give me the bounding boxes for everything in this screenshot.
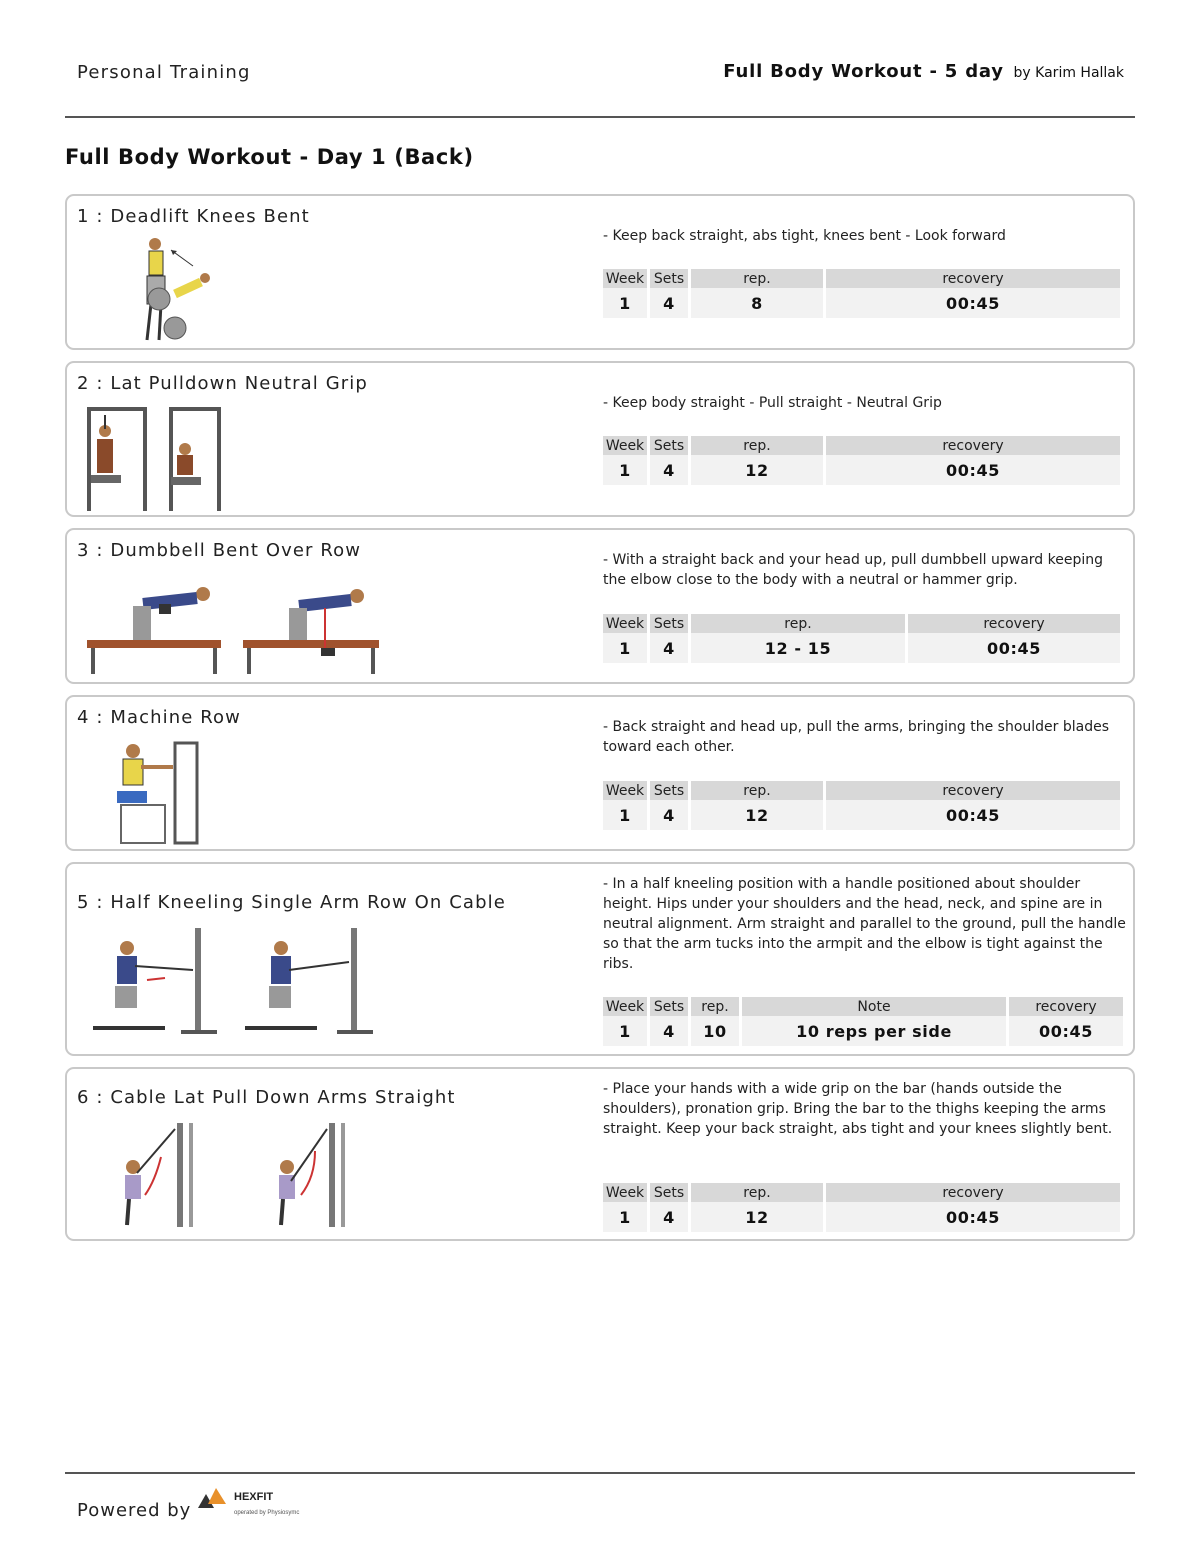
dumbbell-row-illustration [85, 578, 385, 678]
exercise-title: 6 : Cable Lat Pull Down Arms Straight [77, 1087, 456, 1108]
sets-value: 4 [650, 800, 688, 830]
col-recovery: recovery [826, 781, 1120, 800]
col-rep: rep. [691, 1183, 823, 1202]
week-value: 1 [603, 455, 647, 485]
program-title: Full Body Workout - 5 day [723, 61, 1004, 82]
col-sets: Sets [650, 269, 688, 288]
author-label: by Karim Hallak [1013, 65, 1124, 81]
col-week: Week [603, 436, 647, 455]
sets-value: 4 [650, 1202, 688, 1232]
exercise-description: - With a straight back and your head up, pull dumbbell upward keeping the elbow close to the body with a neutral or hammer grip. [603, 552, 1103, 588]
col-recovery: recovery [1009, 997, 1123, 1016]
exercise-description: - Back straight and head up, pull the arms, bringing the shoulder blades toward each other. [603, 719, 1110, 755]
col-rep: rep. [691, 781, 823, 800]
col-recovery: recovery [826, 436, 1120, 455]
col-recovery: recovery [826, 1183, 1120, 1202]
recovery-value: 00:45 [908, 633, 1120, 663]
exercise-card-5 [65, 862, 1135, 1056]
recovery-value: 00:45 [826, 1202, 1120, 1232]
week-value: 1 [603, 1016, 647, 1046]
exercise-card-2 [65, 361, 1135, 517]
col-rep: rep. [691, 269, 823, 288]
exercise-title: 1 : Deadlift Knees Bent [77, 206, 310, 227]
lat-pulldown-illustration [85, 405, 245, 513]
exercise-description: - Place your hands with a wide grip on the bar (hands outside the shoulders), pronation grip. Bring the bar to the thighs keeping the arms straight. Keep your back straight, abs tight and your knees slightly bent. [603, 1081, 1113, 1137]
week-value: 1 [603, 288, 647, 318]
rep-value: 10 [691, 1016, 739, 1046]
rep-value: 12 [691, 1202, 823, 1232]
straight-arm-pulldown-illustration [115, 1121, 355, 1229]
col-sets: Sets [650, 614, 688, 633]
logo-wordmark: HEXFIT [234, 1491, 274, 1503]
exercise-stats-table [600, 781, 1123, 830]
page-title: Full Body Workout - Day 1 (Back) [65, 145, 474, 169]
exercise-card-6 [65, 1067, 1135, 1241]
exercise-stats-table [600, 1183, 1123, 1232]
sets-value: 4 [650, 1016, 688, 1046]
recovery-value: 00:45 [1009, 1016, 1123, 1046]
exercise-description: - Keep back straight, abs tight, knees bent - Look forward [603, 228, 1006, 244]
exercise-stats-table [600, 436, 1123, 485]
exercise-card-3 [65, 528, 1135, 684]
logo-subtitle: operated by Physiosymc [234, 1510, 300, 1516]
col-rep: rep. [691, 436, 823, 455]
col-week: Week [603, 1183, 647, 1202]
col-week: Week [603, 614, 647, 633]
powered-by-label: Powered by [77, 1500, 192, 1521]
exercise-title: 5 : Half Kneeling Single Arm Row On Cable [77, 892, 506, 913]
exercise-card-1 [65, 194, 1135, 350]
machine-row-illustration [111, 741, 203, 847]
note-value: 10 reps per side [742, 1016, 1006, 1046]
sets-value: 4 [650, 455, 688, 485]
recovery-value: 00:45 [826, 800, 1120, 830]
deadlift-illustration [137, 236, 227, 346]
col-week: Week [603, 269, 647, 288]
col-recovery: recovery [826, 269, 1120, 288]
col-rep: rep. [691, 614, 905, 633]
exercise-title: 3 : Dumbbell Bent Over Row [77, 540, 362, 561]
col-sets: Sets [650, 997, 688, 1016]
col-note: Note [742, 997, 1006, 1016]
recovery-value: 00:45 [826, 455, 1120, 485]
col-sets: Sets [650, 436, 688, 455]
col-week: Week [603, 781, 647, 800]
col-rep: rep. [691, 997, 739, 1016]
exercise-title: 4 : Machine Row [77, 707, 241, 728]
exercise-stats-table [600, 269, 1123, 318]
rep-value: 8 [691, 288, 823, 318]
rep-value: 12 [691, 800, 823, 830]
header-divider [65, 116, 1135, 118]
recovery-value: 00:45 [826, 288, 1120, 318]
exercise-description: - Keep body straight - Pull straight - Neutral Grip [603, 395, 942, 411]
rep-value: 12 - 15 [691, 633, 905, 663]
brand-label: Personal Training [77, 62, 251, 83]
exercise-title: 2 : Lat Pulldown Neutral Grip [77, 373, 368, 394]
exercise-stats-table [600, 614, 1123, 663]
week-value: 1 [603, 633, 647, 663]
week-value: 1 [603, 800, 647, 830]
exercise-stats-table [600, 997, 1126, 1046]
sets-value: 4 [650, 633, 688, 663]
week-value: 1 [603, 1202, 647, 1232]
col-week: Week [603, 997, 647, 1016]
rep-value: 12 [691, 455, 823, 485]
exercise-card-4 [65, 695, 1135, 851]
kneeling-cable-row-illustration [85, 926, 385, 1036]
exercise-description: - In a half kneeling position with a handle positioned about shoulder height. Hips under your shoulders and the head, neck, and spine are in neutral alignment. Arm straight and parallel to the ground, pull the handle so that the arm tucks into the armpit and the elbow is tight against the ribs. [603, 876, 1126, 972]
sets-value: 4 [650, 288, 688, 318]
footer-divider [65, 1472, 1135, 1474]
document-header [723, 61, 1124, 82]
col-sets: Sets [650, 1183, 688, 1202]
col-recovery: recovery [908, 614, 1120, 633]
hexfit-logo [192, 1484, 300, 1520]
col-sets: Sets [650, 781, 688, 800]
